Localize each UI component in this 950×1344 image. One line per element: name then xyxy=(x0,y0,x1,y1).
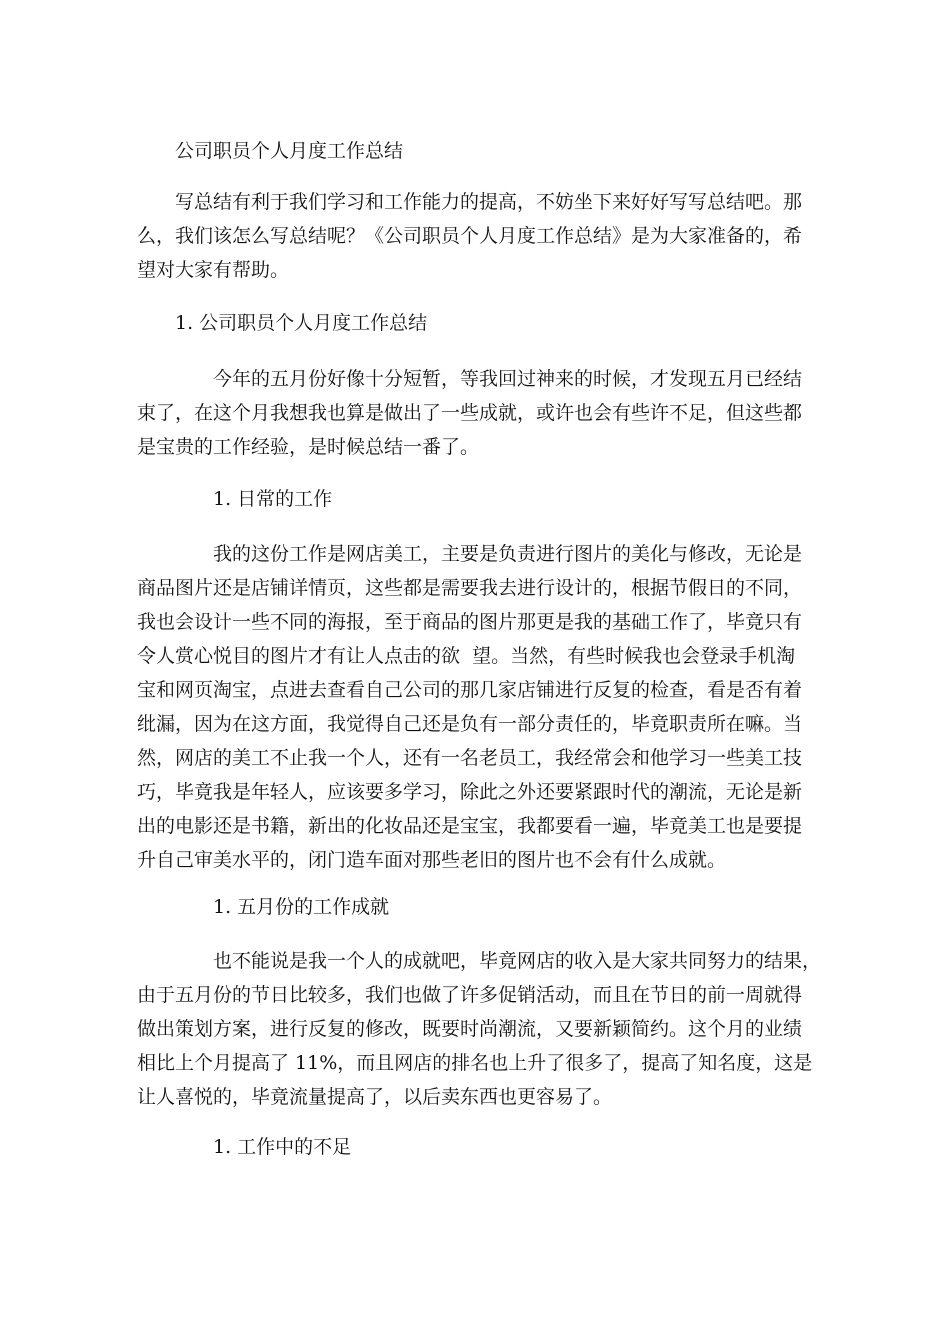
text-line: 巧，毕竟我是年轻人，应该要多学习，除此之外还要紧跟时代的潮流，无论是新 xyxy=(137,781,803,803)
text-line: 出的电影还是书籍，新出的化妆品还是宝宝，我都要看一遍，毕竟美工也是要提 xyxy=(137,815,803,837)
text-line: 么，我们该怎么写总结呢？《公司职员个人月度工作总结》是为大家准备的，希 xyxy=(137,225,803,247)
text-line: 望对大家有帮助。 xyxy=(137,259,290,281)
text-line: 然，网店的美工不止我一个人，还有一名老员工，我经常会和他学习一些美工技 xyxy=(137,747,803,769)
text-line: 相比上个月提高了 11%，而且网店的排名也上升了很多了，提高了知名度，这是 xyxy=(137,1052,813,1074)
paragraph-2 xyxy=(137,537,823,877)
text-line: 宝和网页淘宝，点进去查看自己公司的那几家店铺进行反复的检查，看是否有着 xyxy=(137,679,803,701)
text-line: 是宝贵的工作经验，是时候总结一番了。 xyxy=(137,436,480,458)
heading-daily-work xyxy=(137,482,823,516)
text-line: 写总结有利于我们学习和工作能力的提高，不妨坐下来好好写写总结吧。那 xyxy=(175,191,803,213)
section-title xyxy=(137,306,823,340)
document-title xyxy=(137,134,823,168)
text-line: 商品图片还是店铺详情页，这些都是需要我去进行设计的，根据节假日的不同， xyxy=(137,577,803,599)
text-line: 我也会设计一些不同的海报，至于商品的图片那更是我的基础工作了，毕竟只有 xyxy=(137,611,803,633)
heading-text: 1. 工作中的不足 xyxy=(213,1136,352,1158)
intro-paragraph xyxy=(137,185,823,287)
text-line: 升自己审美水平的，闭门造车面对那些老旧的图片也不会有什么成就。 xyxy=(137,849,727,871)
paragraph-1 xyxy=(137,362,823,464)
text-line: 今年的五月份好像十分短暂，等我回过神来的时候，才发现五月已经结 xyxy=(213,368,803,390)
text-line: 做出策划方案，进行反复的修改，既要时尚潮流，又要新颖简约。这个月的业绩 xyxy=(137,1018,803,1040)
text-line: 束了，在这个月我想我也算是做出了一些成就，或许也会有些许不足，但这些都 xyxy=(137,402,803,424)
heading-may-achievements xyxy=(137,890,823,924)
title-text: 公司职员个人月度工作总结 xyxy=(175,140,404,162)
text-line: 令人赏心悦目的图片才有让人点击的欲 望。当然，有些时候我也会登录手机淘 xyxy=(137,645,796,667)
paragraph-3 xyxy=(137,944,823,1114)
text-line: 纰漏，因为在这方面，我觉得自己还是负有一部分责任的，毕竟职责所在嘛。当 xyxy=(137,713,803,735)
section-title-text: 1. 公司职员个人月度工作总结 xyxy=(175,312,428,334)
heading-text: 1. 日常的工作 xyxy=(213,488,333,510)
text-line: 由于五月份的节日比较多，我们也做了许多促销活动，而且在节日的前一周就得 xyxy=(137,984,803,1006)
text-line: 让人喜悦的，毕竟流量提高了，以后卖东西也更容易了。 xyxy=(137,1086,613,1108)
text-line: 也不能说是我一个人的成就吧，毕竟网店的收入是大家共同努力的结果， xyxy=(213,950,822,972)
text-line: 我的这份工作是网店美工，主要是负责进行图片的美化与修改，无论是 xyxy=(213,543,803,565)
heading-shortcomings xyxy=(137,1130,823,1164)
heading-text: 1. 五月份的工作成就 xyxy=(213,896,390,918)
